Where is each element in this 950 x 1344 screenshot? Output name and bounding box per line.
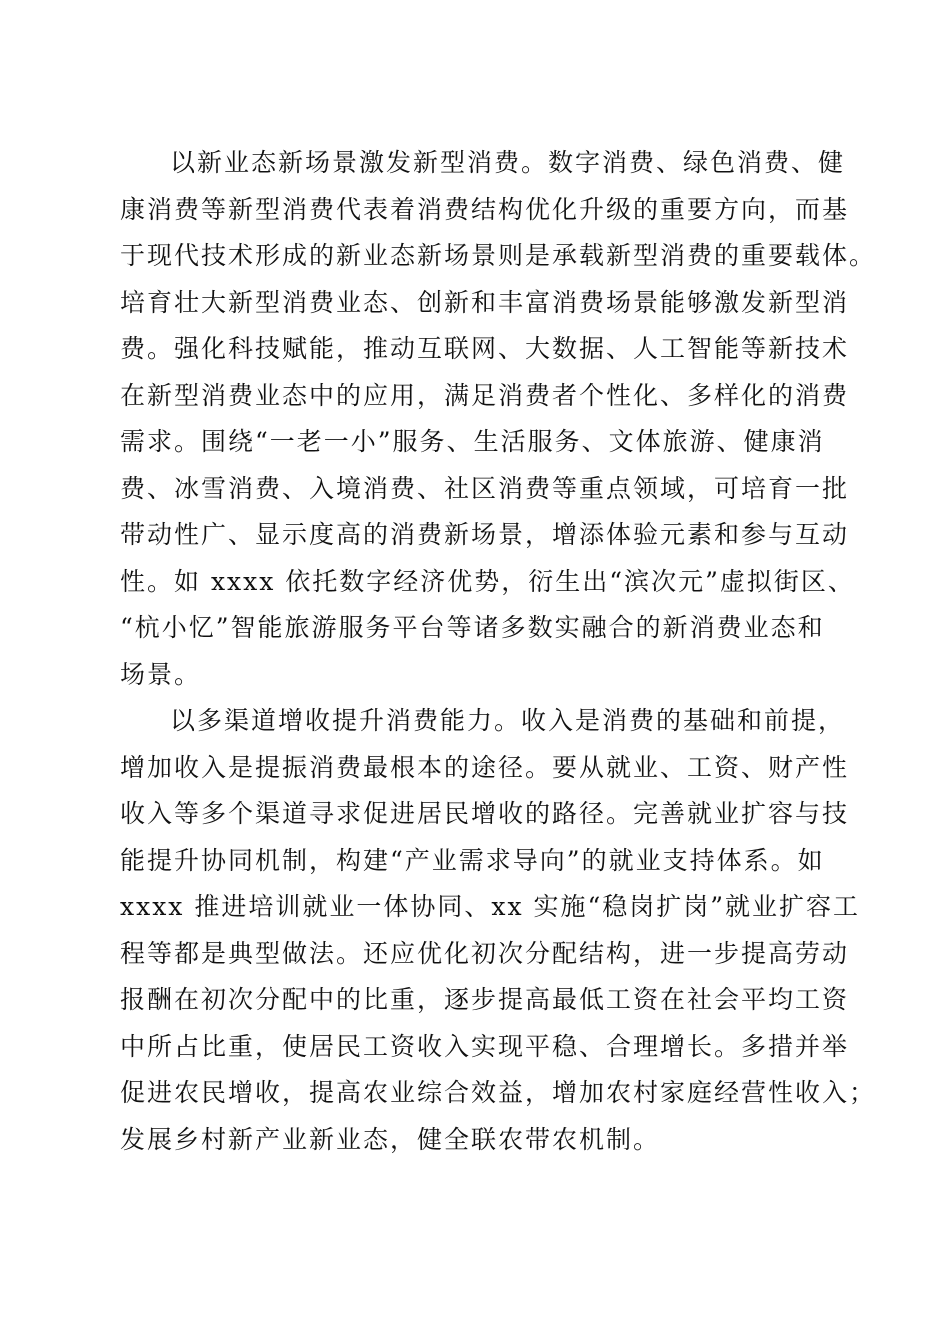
paragraph-line: xxxx 推进培训就业一体协同、xx 实施“稳岗扩岗”就业扩容工 bbox=[120, 892, 861, 921]
paragraph-line: 以多渠道增收提升消费能力。收入是消费的基础和前提， bbox=[170, 706, 846, 735]
paragraph-new-consumption bbox=[120, 140, 877, 698]
paragraph-line: 需求。围绕“一老一小”服务、生活服务、文体旅游、健康消 bbox=[120, 427, 825, 456]
paragraph-line: 发展乡村新产业新业态，健全联农带农机制。 bbox=[120, 1124, 661, 1154]
paragraph-line: 以新业态新场景激发新型消费。数字消费、绿色消费、健 bbox=[170, 148, 846, 177]
paragraph-line: 康消费等新型消费代表着消费结构优化升级的重要方向，而基 bbox=[120, 194, 850, 224]
paragraph-line: 带动性广、显示度高的消费新场景，增添体验元素和参与互动 bbox=[120, 520, 850, 549]
paragraph-line: 促进农民增收，提高农业综合效益，增加农村家庭经营性收入； bbox=[120, 1078, 877, 1107]
paragraph-line: “杭小忆”智能旅游服务平台等诸多数实融合的新消费业态和 bbox=[120, 613, 825, 642]
paragraph-line: 程等都是典型做法。还应优化初次分配结构，进一步提高劳动 bbox=[120, 938, 850, 968]
paragraph-line: 培育壮大新型消费业态、创新和丰富消费场景能够激发新型消 bbox=[120, 287, 850, 317]
paragraph-line: 中所占比重，使居民工资收入实现平稳、合理增长。多措并举 bbox=[120, 1031, 850, 1061]
paragraph-line: 报酬在初次分配中的比重，逐步提高最低工资在社会平均工资 bbox=[120, 985, 850, 1014]
paragraph-line: 能提升协同机制，构建“产业需求导向”的就业支持体系。如 bbox=[120, 845, 825, 875]
paragraph-line: 性。如 xxxx 依托数字经济优势，衍生出“滨次元”虚拟街区、 bbox=[120, 566, 855, 596]
paragraph-line: 费、冰雪消费、入境消费、社区消费等重点领域，可培育一批 bbox=[120, 473, 850, 503]
paragraph-line: 费。强化科技赋能，推动互联网、大数据、人工智能等新技术 bbox=[120, 334, 850, 363]
paragraph-income-growth bbox=[120, 698, 877, 1163]
paragraph-line: 场景。 bbox=[120, 659, 202, 689]
paragraph-line: 在新型消费业态中的应用，满足消费者个性化、多样化的消费 bbox=[120, 380, 850, 410]
paragraph-line: 于现代技术形成的新业态新场景则是承载新型消费的重要载体。 bbox=[120, 241, 877, 270]
paragraph-line: 收入等多个渠道寻求促进居民增收的路径。完善就业扩容与技 bbox=[120, 799, 850, 828]
document-body bbox=[120, 140, 877, 1163]
paragraph-line: 增加收入是提振消费最根本的途径。要从就业、工资、财产性 bbox=[120, 752, 850, 782]
